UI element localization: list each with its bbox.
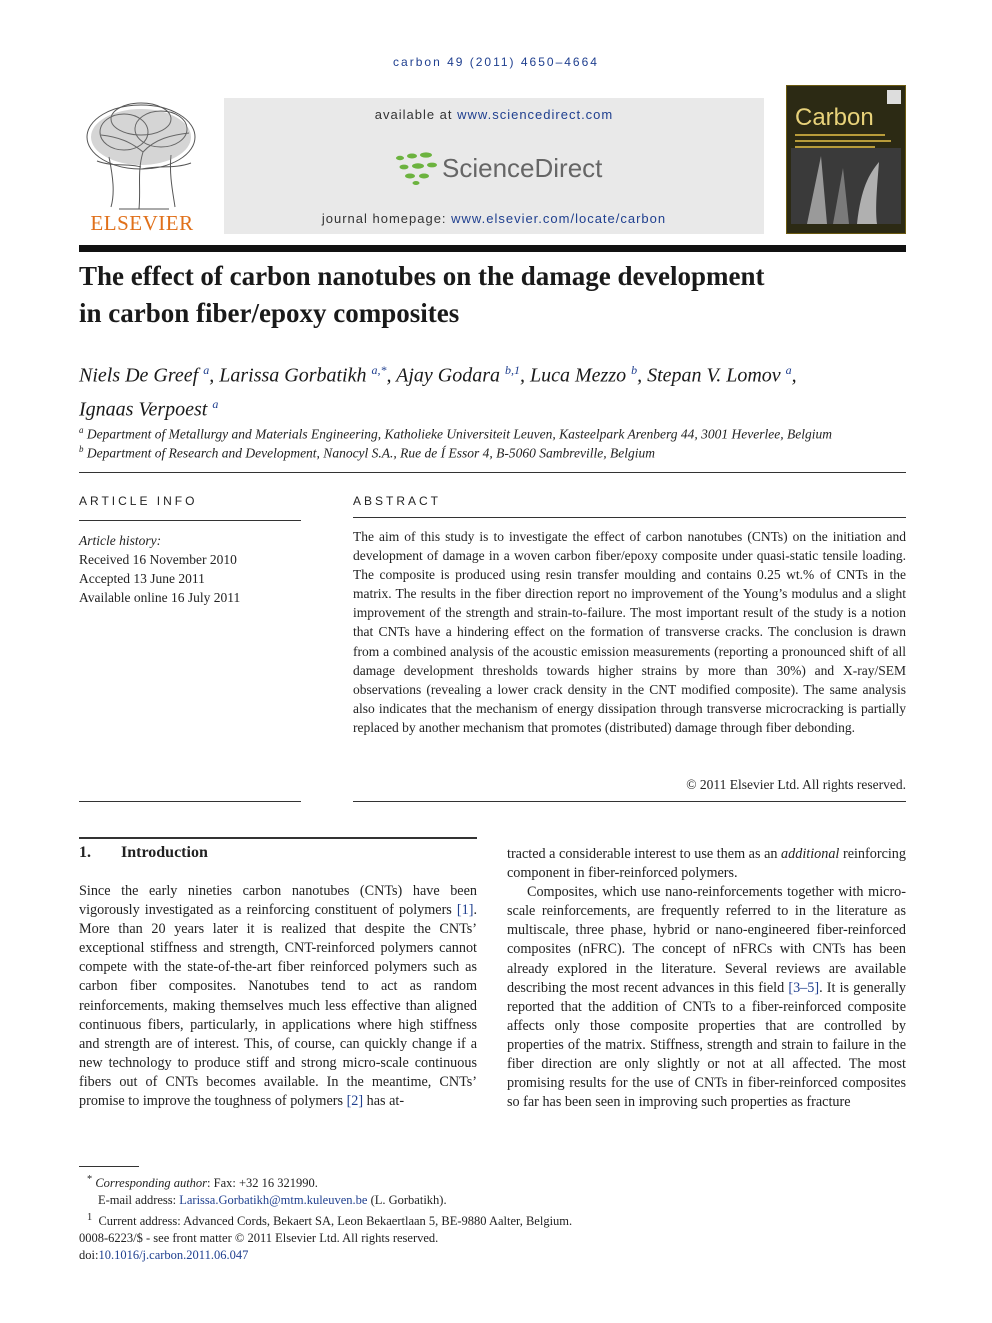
body-paragraph — [507, 883, 906, 1112]
available-at-line — [224, 107, 764, 122]
sciencedirect-banner — [224, 98, 764, 234]
elsevier-tree-icon — [79, 97, 205, 212]
text-run: Since the early nineties carbon nanotubes (CNTs) have been vigorously investigated as a reinforcing constituent of polymers — [79, 883, 477, 919]
homepage-prefix: journal homepage: — [321, 211, 452, 226]
text-run: Composites, which use nano-reinforcements together with micro-scale reinforcements, are frequently referred to in the literature as multiscale, three phase, hybrid or nano-engineered fiber-reinforced composites (nFRC). The concept of nFRCs with CNTs has been already explored in the literature. Several reviews are available describing the most recent advances in this field — [507, 884, 906, 996]
text-run: . More than 20 years later it is realized that despite the CNTs’ exceptional stiffness and strength, CNT-reinforced polymers cannot compete with the state-of-the-art fiber reinforced polymers such as carbon fiber composites. Nanotubes tend to act as random reinforcements, making themselves much less effective than aligned continuous fibers, particularly, in applications where high stiffness and strength are of interest. This, of course, can quickly change if a new technology to produce stiff and strong micro-scale continuous fibers out of CNTs becomes available. In the meantime, CNTs’ promise to improve the toughness of polymers — [79, 902, 477, 1110]
author-list: Niels De Greef $^a$, Larissa Gorbatikh $^{a,*}$, Ajay Godara $^{b,1}$, Luca Mezzo $^b$, Stepan V. Lomov $^a$, Ignaas Verpoest $^a$ — [79, 363, 797, 421]
footnote-rule — [79, 1166, 139, 1167]
body-paragraph — [79, 882, 477, 1111]
header-rule — [79, 245, 906, 252]
journal-reference: carbon 49 (2011) 4650–4664 — [393, 55, 599, 69]
author-affiliation-mark[interactable]: b — [631, 363, 638, 377]
journal-homepage-line — [224, 211, 764, 226]
available-prefix: available at — [374, 107, 458, 122]
accepted-date: Accepted 13 June 2011 — [79, 571, 205, 586]
corresponding-author-note — [79, 1171, 906, 1192]
author-affiliation-mark[interactable]: b,1 — [505, 363, 521, 377]
author-affiliation-mark[interactable]: a,* — [371, 363, 387, 377]
cover-title: Carbon — [795, 104, 874, 131]
citation-link[interactable]: [2] — [346, 1093, 364, 1110]
journal-cover[interactable] — [786, 85, 906, 234]
text-run: E-mail address: — [98, 1193, 180, 1208]
email-note — [79, 1192, 906, 1209]
article-history — [79, 531, 301, 607]
author-affiliation-mark[interactable]: a — [785, 363, 792, 377]
text-run: reinforcing component in fiber-reinforced polymers. — [507, 846, 906, 882]
text-run: doi: — [79, 1248, 99, 1263]
article-title — [79, 258, 906, 332]
section-rule — [79, 837, 477, 839]
text-run: : Fax: +32 16 321990. — [207, 1176, 318, 1191]
section-title: Introduction — [121, 844, 208, 861]
received-date: Received 16 November 2010 — [79, 552, 237, 567]
author-name: Ajay Godara — [396, 364, 501, 387]
history-label: Article history: — [79, 533, 162, 548]
cover-barcode — [887, 90, 901, 104]
online-date: Available online 16 July 2011 — [79, 590, 241, 605]
affiliation-mark: a — [79, 425, 84, 435]
affiliation-text: Department of Metallurgy and Materials Engineering, Katholieke Universiteit Leuven, Kasteelpark Arenberg 44, 3001 Heverlee, Belgium — [86, 426, 832, 442]
text-run: (L. Gorbatikh). — [367, 1193, 447, 1208]
author-name: Luca Mezzo — [530, 364, 627, 387]
cover-image — [787, 148, 905, 228]
sciencedirect-link[interactable]: www.sciencedirect.com — [457, 107, 614, 122]
text-run-emphasis: additional — [781, 846, 840, 862]
issn-line: 0008-6223/$ - see front matter © 2011 Elsevier Ltd. All rights reserved. — [79, 1231, 439, 1246]
author-name: Ignaas Verpoest — [79, 398, 208, 421]
abstract-heading: ABSTRACT — [353, 494, 442, 508]
section-heading — [79, 844, 208, 862]
doi-line — [79, 1247, 906, 1264]
section-number: 1. — [79, 844, 91, 861]
title-line-2: in carbon fiber/epoxy composites — [79, 298, 460, 328]
citation-link[interactable]: [3–5] — [788, 979, 820, 996]
text-run: . It is generally reported that the addition of CNTs to a fiber-reinforced composite affects only those composite properties that are controlled by properties of the matrix. Stiffness, strength and strain to failure in the fiber direction are only slightly or not at all affected. The most promising results for the use of CNTs in fiber-reinforced composites so far has been seen in improving such properties as fracture — [507, 979, 906, 1111]
text-run: Current address: Advanced Cords, Bekaert SA, Leon Bekaertlaan 5, BE-9880 Aalter, Belgium. — [98, 1214, 573, 1229]
author-name: Stepan V. Lomov — [647, 364, 781, 387]
abstract-copyright: © 2011 Elsevier Ltd. All rights reserved. — [686, 777, 906, 792]
current-address-note — [79, 1209, 906, 1230]
author-name: Larissa Gorbatikh — [219, 364, 367, 387]
text-run-emphasis: Corresponding author — [95, 1176, 208, 1191]
cover-subtitle-lines — [795, 134, 895, 148]
author-name: Niels De Greef — [79, 364, 199, 387]
article-info-rule — [79, 520, 301, 521]
text-run: tracted a considerable interest to use them as an — [507, 846, 782, 862]
affiliation-rule — [79, 472, 906, 473]
publisher-name: ELSEVIER — [90, 211, 194, 235]
abstract-bottom-rule — [353, 801, 906, 802]
footnote-mark: * — [87, 1174, 93, 1185]
article-info-heading: ARTICLE INFO — [79, 494, 198, 508]
affiliation-text: Department of Research and Development, Nanocyl S.A., Rue de Í Essor 4, B-5060 Sambreville, Belgium — [86, 445, 655, 461]
footnotes — [79, 1171, 906, 1264]
citation-link[interactable]: [1] — [456, 902, 474, 919]
sciencedirect-logo — [392, 150, 612, 186]
body-column-right — [507, 845, 906, 1112]
doi-link[interactable]: 10.1016/j.carbon.2011.06.047 — [98, 1248, 249, 1263]
abstract-rule — [353, 517, 906, 518]
footnote-mark: 1 — [87, 1212, 93, 1224]
email-link[interactable]: Larissa.Gorbatikh@mtm.kuleuven.be — [179, 1193, 368, 1208]
sciencedirect-wordmark: ScienceDirect — [442, 153, 603, 183]
abstract-text: The aim of this study is to investigate the effect of carbon nanotubes (CNTs) on the initiation and development of damage in a woven carbon fiber/epoxy composite under quasi-static tensile loading. The composite is produced using resin transfer moulding and contains 0.25 wt.% of CNTs in the matrix. The results in the fiber direction report no improvement of the Young’s modulus and a slight improvement of the strength and strain-to-failure. The most important result of the study is a notion that CNTs have a hindering effect on the formation of transverse cracks. The conclusion is drawn from a combined analysis of the acoustic emission measurements (reporting a pronounced shift of all damage development thresholds towards higher strains by more than 30%) and X-ray/SEM observations (revealing a lower crack density in the CNT modified composite). The same analysis also indicates that the mechanism of energy dissipation through transverse microcracking is partially replaced by another mechanism that promotes (distributed) damage through fiber debonding. — [353, 529, 906, 735]
journal-homepage-link[interactable]: www.elsevier.com/locate/carbon — [451, 211, 667, 226]
body-column-left — [79, 882, 477, 1111]
author-affiliation-mark[interactable]: a — [203, 363, 210, 377]
article-info-bottom-rule — [79, 801, 301, 802]
affiliation-mark: b — [79, 444, 84, 454]
text-run: has at- — [363, 1093, 405, 1110]
title-line-1: The effect of carbon nanotubes on the damage development — [79, 261, 765, 291]
author-affiliation-mark[interactable]: a — [212, 396, 219, 411]
body-paragraph — [507, 845, 906, 883]
elsevier-logo — [79, 97, 205, 237]
affiliation-b — [79, 440, 906, 463]
sciencedirect-dots-icon — [392, 150, 440, 186]
